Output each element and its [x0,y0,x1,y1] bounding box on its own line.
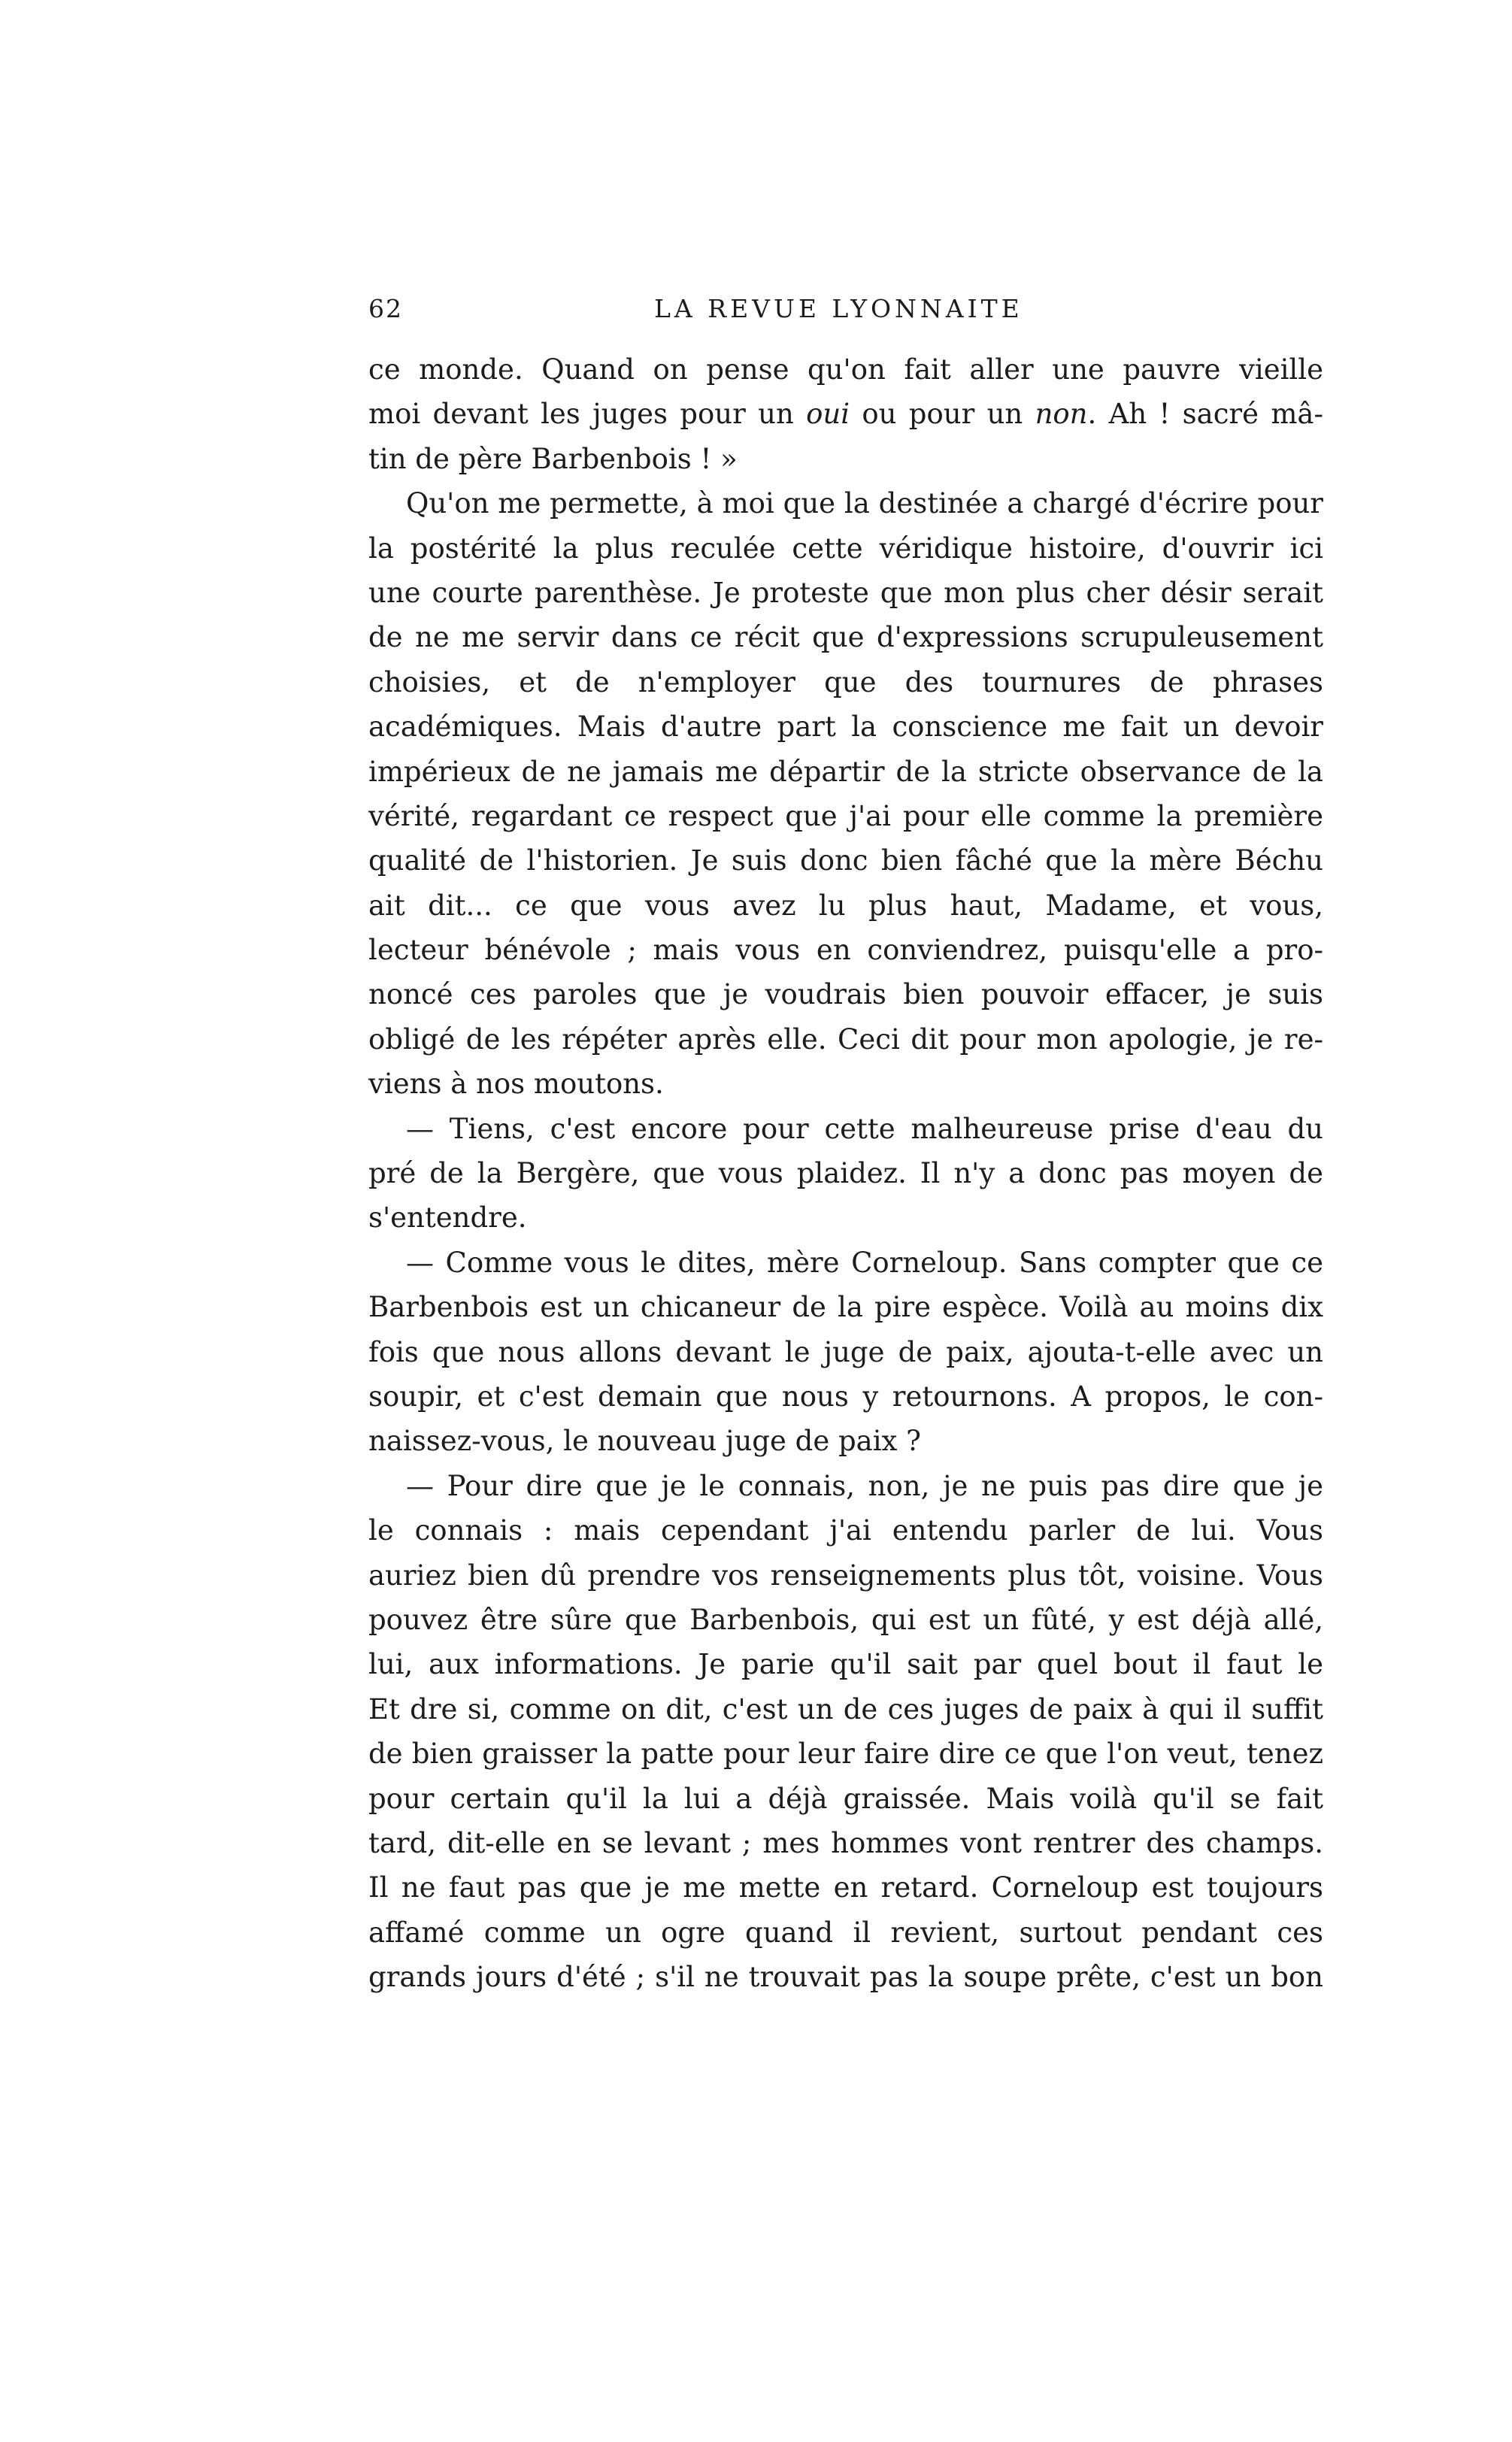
text-line: tin de père Barbenbois ! » [368,442,738,475]
text-line: le connais : mais cependant j'ai entendu parler de lui. Vous [368,1514,1323,1547]
running-title: LA REVUE LYONNAITE [654,294,1023,323]
text-line: lui, aux informations. Je parie qu'il sait par quel bout il faut le [368,1648,1323,1681]
page-header [368,294,1323,332]
text-line: la postérité la plus reculée cette véridique histoire, d'ouvrir ici [368,532,1323,565]
text-line: qualité de l'historien. Je suis donc bien fâché que la mère Béchu [368,844,1323,877]
text-line: vérité, regardant ce respect que j'ai pour elle comme la première [368,799,1323,832]
text-line: obligé de les répéter après elle. Ceci dit pour mon apologie, je re- [368,1023,1323,1056]
text-line: naissez-vous, le nouveau juge de paix ? [368,1425,922,1458]
text-line: pouvez être sûre que Barbenbois, qui est un fûté, y est déjà allé, [368,1603,1323,1636]
text-line: tard, dit-elle en se levant ; mes hommes vont rentrer des champs. [368,1826,1323,1859]
text-line: auriez bien dû prendre vos renseignements plus tôt, voisine. Vous [368,1559,1323,1592]
text-line: de ne me servir dans ce récit que d'expressions scrupuleusement [368,621,1323,654]
text-line: lecteur bénévole ; mais vous en conviendrez, puisqu'elle a pro- [368,934,1323,967]
text-line: Il ne faut pas que je me mette en retard. Corneloup est toujours [368,1871,1323,1904]
paragraph-start-line: Qu'on me permette, à moi que la destinée a chargé d'écrire pour [406,487,1323,520]
italic-word: non [1035,398,1088,431]
page-number: 62 [368,294,403,323]
text-line: académiques. Mais d'autre part la conscience me fait un devoir [368,710,1323,744]
text-line: ait dit... ce que vous avez lu plus haut, Madame, et vous, [368,889,1323,922]
paragraph-start-line: — Comme vous le dites, mère Corneloup. Sans compter que ce [406,1246,1323,1279]
text-line: pour certain qu'il la lui a déjà graissée. Mais voilà qu'il se fait [368,1782,1323,1815]
text-line: soupir, et c'est demain que nous y retournons. A propos, le con- [368,1380,1323,1413]
text-line: Et dre si, comme on dit, c'est un de ces juges de paix à qui il suffit [368,1692,1323,1725]
text-line: fois que nous allons devant le juge de paix, ajouta-t-elle avec un [368,1335,1323,1368]
paragraph-start-line: — Tiens, c'est encore pour cette malheureuse prise d'eau du [406,1112,1323,1145]
text-line: impérieux de ne jamais me départir de la stricte observance de la [368,755,1323,788]
text-line: Barbenbois est un chicaneur de la pire espèce. Voilà au moins dix [368,1291,1323,1324]
paragraph-start-line: — Pour dire que je le connais, non, je ne puis pas dire que je [406,1469,1323,1502]
text-line: moi devant les juges pour un oui ou pour un non. Ah ! sacré mâ- [368,398,1323,431]
text-line: ce monde. Quand on pense qu'on fait aller une pauvre vieille [368,353,1323,386]
text-line: grands jours d'été ; s'il ne trouvait pas la soupe prête, c'est un bon [368,1961,1323,1994]
text-line: une courte parenthèse. Je proteste que mon plus cher désir serait [368,576,1323,609]
text-line: affamé comme un ogre quand il revient, surtout pendant ces [368,1916,1323,1949]
text-line: pré de la Bergère, que vous plaidez. Il n'y a donc pas moyen de [368,1157,1323,1190]
text-line: de bien graisser la patte pour leur faire dire ce que l'on veut, tenez [368,1738,1323,1771]
body-text [368,347,1323,1999]
text-line: viens à nos moutons. [368,1068,664,1101]
text-line: choisies, et de n'employer que des tournures de phrases [368,665,1323,698]
italic-word: oui [806,398,850,431]
text-line: noncé ces paroles que je voudrais bien pouvoir effacer, je suis [368,978,1323,1011]
text-line: s'entendre. [368,1201,527,1235]
